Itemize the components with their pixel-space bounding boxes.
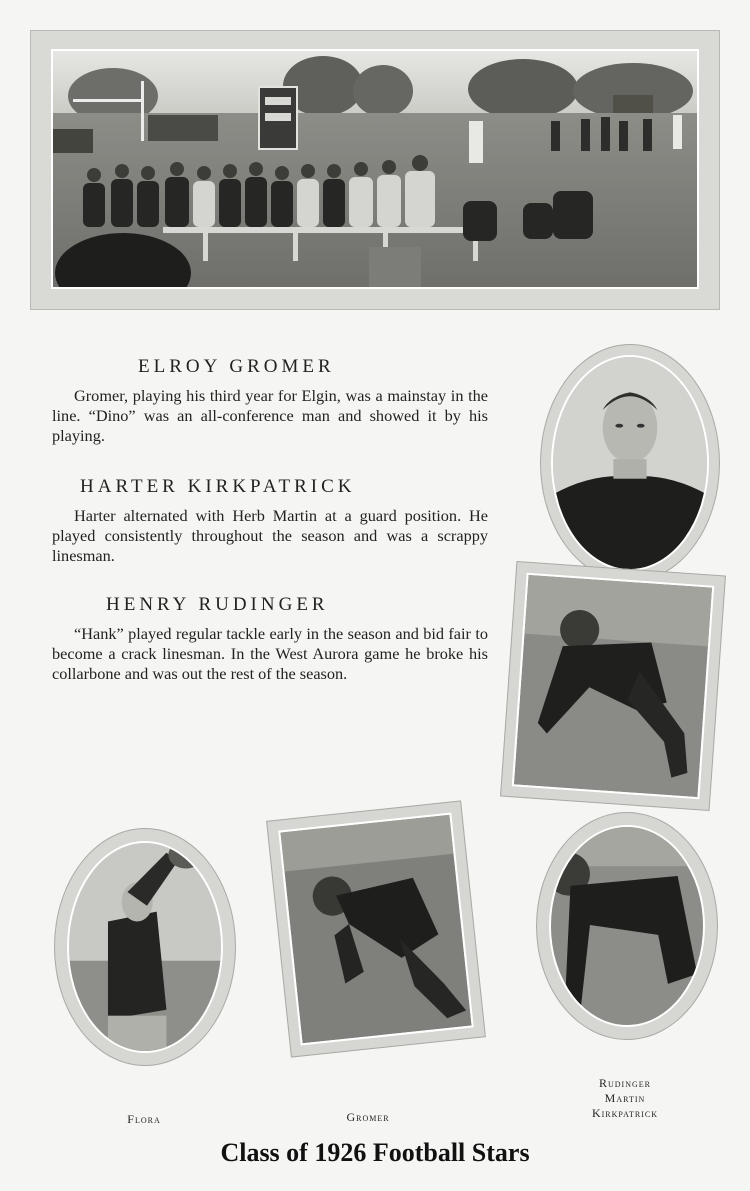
caption-rudinger: Rudinger <box>599 1076 651 1090</box>
portrait-oval-frame <box>540 344 720 582</box>
flora-oval-frame <box>54 828 236 1066</box>
paragraph-elroy-gromer: Gromer, playing his third year for Elgin, was a mainstay in the line. “Dino” was an all-conference man and showed it by his playing. <box>52 386 488 445</box>
paragraph-henry-rudinger: “Hank” played regular tackle early in the season and bid fair to become a crack linesman. In the West Aurora game he broke his collarbone and was out the rest of the season. <box>52 624 488 683</box>
caption-martin: Martin <box>604 1091 646 1105</box>
banner-photo-frame <box>30 30 720 310</box>
portrait-photo <box>551 355 709 571</box>
page-title: Class of 1926 Football Stars <box>220 1138 530 1167</box>
gromer-photo <box>278 812 474 1045</box>
heading-elroy-gromer: ELROY GROMER <box>138 356 335 377</box>
group-oval-frame <box>536 812 718 1040</box>
flora-photo <box>67 841 223 1053</box>
football-field-photo <box>51 49 699 289</box>
caption-kirkpatrick: Kirkpatrick <box>591 1106 659 1120</box>
crouching-player-photo <box>512 573 714 800</box>
caption-gromer: Gromer <box>346 1110 390 1124</box>
paragraph-harter-kirkpatrick: Harter alternated with Herb Martin at a guard position. He played consistently throughout the season and was a scrappy linesman. <box>52 506 488 565</box>
group-photo <box>549 825 705 1027</box>
crouching-player-frame <box>500 561 726 811</box>
heading-harter-kirkpatrick: HARTER KIRKPATRICK <box>80 476 356 497</box>
gromer-photo-frame <box>266 800 486 1057</box>
heading-henry-rudinger: HENRY RUDINGER <box>106 594 329 615</box>
caption-right-group <box>562 1076 688 1121</box>
caption-flora: Flora <box>127 1112 161 1126</box>
